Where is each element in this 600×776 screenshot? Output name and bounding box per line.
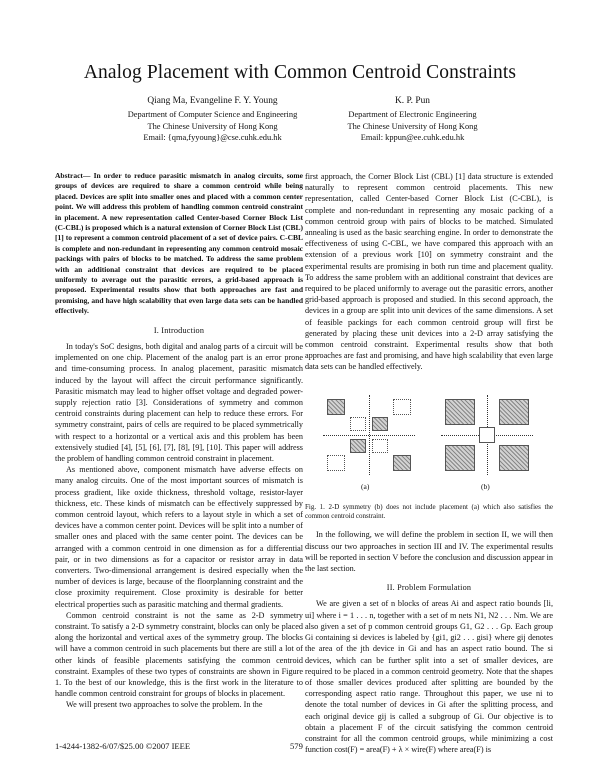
author-names: K. P. Pun [395,96,430,106]
author-block-2 [305,96,520,143]
device-block [499,445,529,471]
author-names: Qiang Ma, Evangeline F. Y. Young [147,96,278,106]
paragraph: first approach, the Corner Block List (CBL) [1] data structure is extended naturally to represent common centroid placements. This new representation, called Center-based Corner Block List (C-CBL), is complete and non-redundant in representing any mosaic packing of a common centroid group with pairs of blocks to be matched. Simulated annealing is used as the basic searching engine. In order to demonstrate the effectiveness of using C-CBL, we have compared this approach with an extension of a previous work [10] on symmetry constraint and the experimental results are promising in both run time and placement quality. To address the same problem with an additional constraint that devices are required to be placed uniformly to average out the parasitic errors, another grid-based approach is proposed and studied. In this second approach, the devices in a group are split into unit devices of the same dimensions. A set of feasible packings for each common centroid group will first be generated by placing these unit devices into a 2-D array satisfying the common centroid constraint. Experimental results show that both approaches are fast and promising, and have high scalability that even large data sets can be handled effectively. [305,172,553,372]
device-block [479,427,495,443]
page-number: 579 [290,741,303,751]
figure-caption: Fig. 1. 2-D symmetry (b) does not include placement (a) which also satisfies the common centroid constraint. [305,502,553,521]
figure-1a [323,395,415,475]
paragraph: Common centroid constraint is not the same as 2-D symmetry constraint. To satisfy a 2-D symmetry constraint, blocks can only be placed along the horizontal and vertical axes of the symmetry group. The blocks will have a common centroid in such placements but there are still a lot of other kinds of feasible placements satisfying the common centroid constraint. Examples of these two types of constraints are shown in Figure 1. To the best of our knowledge, this is the first work in the literature to handle common centroid constraint for groups of blocks in placement. [55,610,303,699]
left-column [55,171,303,711]
figure-1b [441,395,533,475]
right-column [305,171,553,755]
device-block [350,417,366,431]
paragraph: In the following, we will define the problem in section II, we will then discuss our two approaches in section III and IV. The experimental results will be reported in section V before the conclusion and discussion appear in the last section. [305,530,553,574]
device-block [327,399,345,415]
paper-title: Analog Placement with Common Centroid Constraints [83,62,517,83]
device-block [445,445,475,471]
author-univ: The Chinese University of Hong Kong [347,121,478,131]
author-block-1 [105,96,320,143]
author-email: Email: kppun@ee.cuhk.edu.hk [360,132,465,142]
paragraph: We will present two approaches to solve the problem. In the [66,700,263,710]
device-block [372,417,388,431]
device-block [393,399,411,415]
author-email: Email: {qma,fyyoung}@cse.cuhk.edu.hk [143,132,282,142]
device-block [372,439,388,453]
section-heading-introduction: I. Introduction [153,325,205,335]
vertical-axis [369,395,370,475]
abstract: Abstract— In order to reduce parasitic mismatch in analog circuits, some groups of devices are required to share a common centroid while being placed. Devices are split into smaller ones and placed with a common center point. We will address this problem of handling common centroid constraint in placement. A new representation called Center-based Corner Block List (C-CBL) is proposed which is a natural extension of Corner Block List (CBL) [1] to represent a common centroid placement of a set of device pairs. C-CBL is complete and non-redundant in representing any common centroid mosaic packings with pairs of blocks to be matched. To address the same problem with an additional constraint that devices are required to be placed uniformly to average out the parasitic errors, a grid-based approach is proposed. Experimental results show that both approaches are fast and promising, and have high scalability that even large data sets can be handled effectively. [55,171,303,316]
figure-label-a: (a) [361,481,370,491]
author-dept: Department of Computer Science and Engineering [127,110,298,120]
paragraph: In today's SoC designs, both digital and analog parts of a circuit will be implemented on one chip. Placement of the analog part is an error prone and time-consuming process. In analog placement, parasitic mismatch induced by the layout will affect the circuit performance significantly. Parasitic mismatch may lead to higher offset voltage and degraded power-supply rejection ratio [3]. Considerations of symmetry and common centroid constraints during placement can help to reduce these errors. For symmetry constraint, pairs of cells are required to be placed symmetrically with respect to a horizontal or a vertical axis and this problem has been extensively studied [4], [5], [6], [7], [8], [9], [10]. This paper will address the problem of handling common centroid constraint in placement. [55,341,303,463]
device-block [445,399,475,425]
section-heading-problem-formulation: II. Problem Formulation [386,583,472,593]
device-block [350,439,366,453]
figure-1 [305,381,553,503]
paragraph: As mentioned above, component mismatch have adverse effects on many analog circuits. One of the most important sources of mismatch is process gradient, like oxide thickness, threshold voltage, resistor-layer thickness, etc. These kinds of mismatch can be effectively suppressed by common centroid layout, which refers to a layout style in which a set of devices have a common center point. Devices will be split into a number of smaller ones and placed with the same center point. The devices can be arranged with a common centroid in one dimension as for a differential pair, or in two dimensions as for a capacitor or resistor array in data converters. Two-dimensional arrangement is desired especially when the number of devices is large, because of the floorplanning constraint and the close proximity requirement. Close proximity is desirable for better electrical properties such as parasitic matching and thermal gradients. [55,465,303,609]
figure-label-b: (b) [481,481,490,491]
device-block [499,399,529,425]
device-block [327,455,345,471]
author-dept: Department of Electronic Engineering [348,110,477,120]
footer-isbn: 1-4244-1382-6/07/$25.00 ©2007 IEEE [55,741,191,751]
author-univ: The Chinese University of Hong Kong [147,121,278,131]
device-block [393,455,411,471]
paragraph: We are given a set of n blocks of areas Ai and aspect ratio bounds [li, ui] where i = 1 . . . n, together with a set of m nets N1, N2 . . . Nm. We are also given a set of p common centroid groups G1, G2 . . . Gp. Each group Gi containing si devices is labeled by {gi1, gi2 . . . gisi} where gij denotes the area of the jth device in Gi and has an aspect ratio bound. The si devices, which can be further split into a set of smaller devices, are required to be placed in a common centroid geometry. Note that the shapes of those smaller devices produced after splitting are bounded by the corresponding aspect ratio range. Throughout this paper, we use ni to denote the total number of devices in Gi after the splitting process, and each original device gij is called a subgroup of Gi. Our objective is to obtain a placement F of the circuit satisfying the common centroid constraint for all the common centroid groups, while minimizing a cost function cost(F) = area(F) + λ × wire(F) where area(F) is [305,599,553,755]
